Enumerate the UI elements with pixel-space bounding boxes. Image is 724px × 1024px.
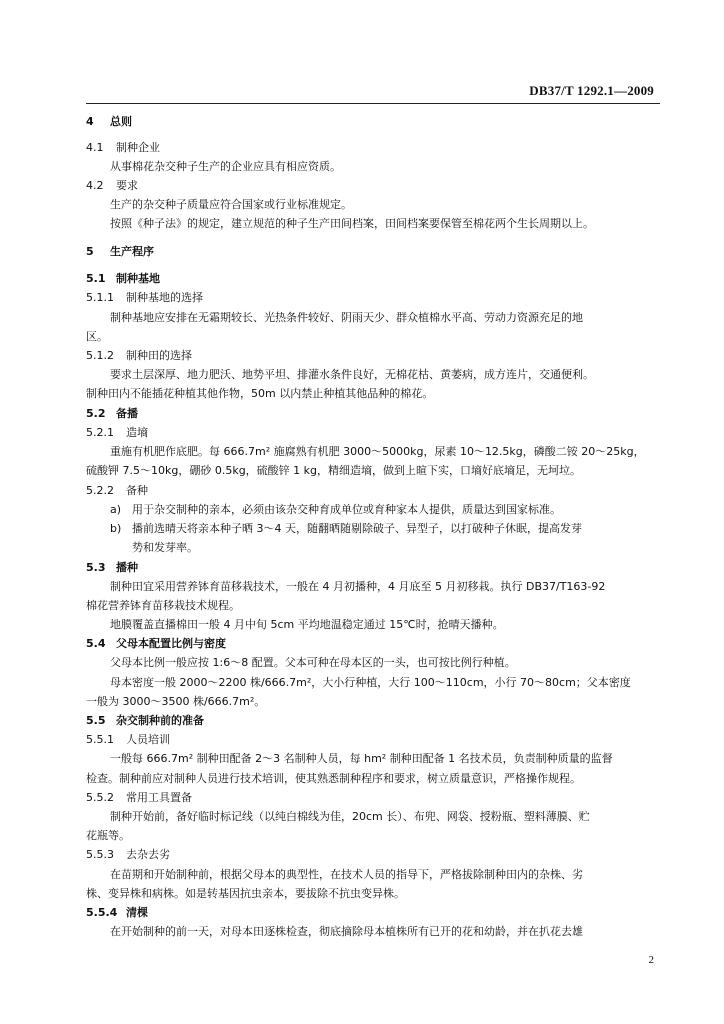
section-number: 4.1 [86, 141, 104, 154]
section-heading [86, 846, 170, 864]
section-heading [86, 789, 192, 807]
section-number: 5.2 [86, 407, 106, 420]
paragraph-line: 从事棉花杂交种子生产的企业应具有相应资质。 [110, 160, 341, 173]
section-heading [86, 712, 204, 730]
section-heading [86, 270, 160, 288]
paragraph-continuation: 区。 [86, 330, 108, 343]
section-number: 4.2 [86, 179, 104, 192]
section-title: 制种企业 [116, 141, 160, 154]
paragraph-line: 父母本比例一般应按 1:6～8 配置。父本可种在母本区的一头，也可按比例行种植。 [110, 656, 516, 669]
paragraph-line: 在开始制种的前一天，对母本田逐株检查，彻底摘除母本植株所有已开的花和幼龄，并在扒花去雄 [110, 925, 583, 938]
section-title: 制种基地的选择 [126, 291, 203, 304]
section-title: 要求 [116, 179, 138, 192]
section-number: 5.5.3 [86, 848, 114, 861]
section-title: 总则 [110, 115, 132, 128]
section-title: 人员培训 [126, 733, 170, 746]
standard-code: DB37/T 1292.1—2009 [529, 83, 654, 98]
section-number: 5.2.2 [86, 484, 114, 497]
paragraph-line: 要求土层深厚、地力肥沃、地势平坦、排灌水条件良好，无棉花枯、黄萎病，成方连片，交通便利。 [110, 368, 594, 381]
section-title: 造墒 [126, 426, 148, 439]
section-title: 制种基地 [116, 272, 160, 285]
paragraph-continuation: 硫酸钾 7.5～10kg，硼砂 0.5kg，硫酸锌 1 kg，精细造墒，做到上暄下实，口墒好底墒足，无坷垃。 [86, 464, 582, 477]
paragraph-continuation: 花瓶等。 [86, 829, 130, 842]
section-number: 5.4 [86, 637, 106, 650]
section-title: 播种 [116, 561, 138, 574]
section-number: 5.1 [86, 272, 106, 285]
paragraph-line: 制种基地应安排在无霜期较长、光热条件较好、阴雨天少、群众植棉水平高、劳动力资源充足的地 [110, 311, 583, 324]
section-heading [86, 635, 226, 653]
section-number: 4 [86, 115, 94, 128]
list-text: 播前选晴天将亲本种子晒 3～4 天，随翻晒随剔除破子、异型子，以打破种子休眠，提高发芽 [132, 522, 582, 535]
paragraph-continuation: 制种田内不能插花种植其他作物，50m 以内禁止种植其他品种的棉花。 [86, 387, 434, 400]
paragraph-continuation: 株、变异株和病株。如是转基因抗虫亲本，要拔除不抗虫变异株。 [86, 887, 405, 900]
section-heading [86, 289, 203, 307]
list-item [110, 501, 561, 519]
section-heading [86, 731, 170, 749]
paragraph-line: 一般每 666.7m² 制种田配备 2～3 名制种人员，每 hm² 制种田配备 1 名技术员，负责制种质量的监督 [110, 752, 613, 765]
section-heading [86, 347, 192, 365]
paragraph-continuation: 检查。制种前应对制种人员进行技术培训，使其熟悉制种程序和要求，树立质量意识，严格操作规程。 [86, 772, 581, 785]
section-number: 5 [86, 245, 94, 258]
section-heading [86, 177, 138, 195]
section-heading [86, 559, 138, 577]
section-title: 去杂去劣 [126, 848, 170, 861]
paragraph-line: 地膜覆盖直播棉田一般 4 月中旬 5cm 平均地温稳定通过 15℃时，抢晴天播种。 [110, 618, 504, 631]
section-title: 常用工具置备 [126, 791, 192, 804]
section-number: 5.1.1 [86, 291, 114, 304]
list-marker: a) [110, 503, 122, 516]
paragraph-line: 母本密度一般 2000～2200 株/666.7m²，大小行种植，大行 100～110cm，小行 70～80cm；父本密度 [110, 676, 631, 689]
section-number: 5.5.2 [86, 791, 114, 804]
section-heading [86, 904, 148, 922]
section-heading [86, 139, 160, 157]
section-title: 杂交制种前的准备 [116, 714, 204, 727]
section-heading [86, 243, 154, 261]
section-heading [86, 424, 148, 442]
section-heading [86, 405, 138, 423]
list-item [110, 520, 582, 538]
section-number: 5.1.2 [86, 349, 114, 362]
section-title: 生产程序 [110, 245, 154, 258]
list-item-continuation: 势和发芽率。 [132, 541, 198, 554]
section-number: 5.5 [86, 714, 106, 727]
list-marker: b) [110, 522, 122, 535]
section-title: 备播 [116, 407, 138, 420]
paragraph-line: 在苗期和开始制种前，根据父母本的典型性，在技术人员的指导下，严格拔除制种田内的杂株、劣 [110, 868, 583, 881]
section-heading [86, 113, 132, 131]
paragraph-continuation: 一般为 3000～3500 株/666.7m²。 [86, 695, 266, 708]
paragraph-line: 重施有机肥作底肥。每 666.7m² 施腐熟有机肥 3000～5000kg，尿素 10～12.5kg，磷酸二铵 20～25kg， [110, 445, 645, 458]
list-text: 用于杂交制种的亲本，必须由该杂交种育成单位或育种家本人提供，质量达到国家标准。 [132, 503, 561, 516]
section-title: 备种 [126, 484, 148, 497]
section-title: 父母本配置比例与密度 [116, 637, 226, 650]
paragraph-line: 制种田宜采用营养钵育苗移栽技术，一般在 4 月初播种，4 月底至 5 月初移栽。执行 DB37/T163-92 [110, 580, 606, 593]
section-heading [86, 482, 148, 500]
paragraph-line: 按照《种子法》的规定，建立规范的种子生产田间档案，田间档案要保管至棉花两个生长周期以上。 [110, 217, 594, 230]
header-rule [86, 103, 660, 104]
paragraph-line: 制种开始前，备好临时标记线（以纯白棉线为佳，20cm 长）、布兜、网袋、授粉瓶、塑料薄膜、贮 [110, 810, 590, 823]
section-number: 5.2.1 [86, 426, 114, 439]
paragraph-continuation: 棉花营养钵育苗移栽技术规程。 [86, 599, 240, 612]
section-title: 制种田的选择 [126, 349, 192, 362]
page-number: 2 [648, 954, 654, 966]
section-title: 清棵 [126, 906, 148, 919]
paragraph-line: 生产的杂交种子质量应符合国家或行业标准规定。 [110, 198, 352, 211]
section-number: 5.5.1 [86, 733, 114, 746]
section-number: 5.3 [86, 561, 106, 574]
section-number: 5.5.4 [86, 906, 118, 919]
